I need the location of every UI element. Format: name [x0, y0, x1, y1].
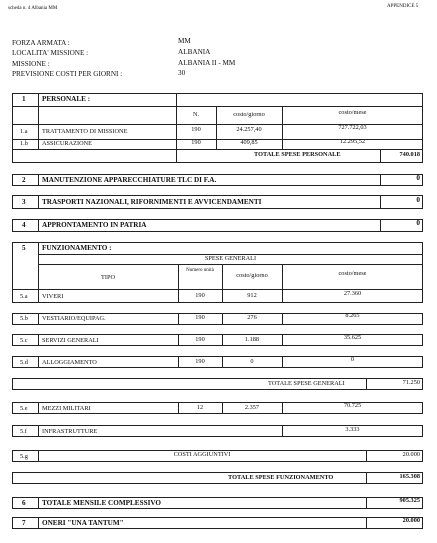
tot-sg-value: 71.250	[402, 379, 420, 386]
sec1-col-mese: costo/mese	[338, 109, 367, 116]
row-5d-mese: 0	[350, 356, 355, 363]
row-1b-mese: 12.295,52	[339, 138, 366, 145]
row-5b-id: 5.b	[20, 315, 28, 322]
info-value-giorni: 30	[178, 69, 186, 77]
row-5d-n: 190	[195, 358, 205, 365]
row-5f-id: 5.f	[20, 428, 27, 435]
row-5b-desc: VESTIARIO/EQUIPAG.	[42, 315, 106, 322]
scheda-label: scheda n. 4 Albania MM	[8, 6, 58, 11]
sec3-title: TRASPORTI NAZIONALI, RIFORNIMENTI E AVVICENDAMENTI	[42, 198, 262, 206]
row-5b-mese: 8.265	[345, 312, 360, 319]
sec5-total-box	[12, 472, 423, 484]
sec5-col-numero: Numero unità	[186, 268, 214, 273]
sec5-col-giorno: costo/giorno	[236, 272, 268, 279]
sec1-col-giorno: costo/giorno	[233, 111, 265, 118]
row-5a-mese: 27.360	[343, 290, 362, 297]
row-1b-desc: ASSICURAZIONE	[42, 140, 93, 147]
sec7-value: 20.000	[402, 517, 420, 524]
sec5-col-tipo: TIPO	[101, 274, 115, 281]
sec2-number: 2	[22, 176, 26, 184]
sec4-title: APPRONTAMENTO IN PATRIA	[42, 221, 147, 229]
row-5e-id: 5.e	[20, 405, 28, 412]
tot-sg-box	[12, 378, 423, 390]
sec1-title: PERSONALE :	[42, 95, 91, 103]
sec1-total-value: 740.018	[399, 151, 420, 158]
row-5d-id: 5.d	[20, 359, 28, 366]
sec6-title: TOTALE MENSILE COMPLESSIVO	[42, 499, 162, 507]
info-value-missione: ALBANIA II - MM	[178, 59, 236, 67]
row-1a-mese: 727.722,03	[338, 124, 367, 131]
sec2-title: MANUTENZIONE APPARECCHIATURE TLC DI F.A.	[42, 176, 217, 184]
sec2-value: 0	[416, 174, 420, 182]
row-1a-id: 1.a	[20, 128, 28, 135]
info-label-missione: MISSIONE :	[12, 60, 50, 68]
row-5f-desc: INFRASTRUTTURE	[42, 428, 98, 435]
info-value-localita: ALBANIA	[178, 48, 211, 56]
row-5a-giorno: 912	[247, 292, 257, 299]
row-5a-desc: VIVERI	[42, 293, 64, 300]
info-label-localita: LOCALITA' MISSIONE :	[12, 49, 89, 57]
appendice-label: APPENDICE 5	[387, 4, 419, 9]
sec1-col-n: N.	[192, 111, 200, 118]
row-1a-giorno: 24.257,40	[236, 126, 262, 133]
sec4-value: 0	[416, 219, 420, 227]
tot-sg-label: TOTALE SPESE GENERALI	[268, 380, 345, 387]
sec5-col-mese: costo/mese	[338, 270, 367, 277]
sec5-spese-generali: SPESE GENERALI	[204, 255, 257, 262]
sec1-total-label: TOTALE SPESE PERSONALE	[254, 151, 341, 158]
row-5c-mese: 35.625	[343, 334, 362, 341]
row-5g-id: 5.g	[20, 453, 28, 460]
info-label-forza: FORZA ARMATA :	[12, 39, 70, 47]
sec3-number: 3	[22, 198, 26, 206]
row-5e-n: 12	[196, 404, 204, 411]
sec3-value: 0	[416, 196, 420, 204]
row-1b-n: 190	[191, 139, 201, 146]
row-5a-n: 190	[195, 292, 205, 299]
sec5-title: FUNZIONAMENTO :	[42, 244, 112, 252]
row-5d-giorno: 0	[250, 358, 254, 365]
info-value-forza: MM	[178, 37, 191, 45]
row-5g-value: 20.000	[402, 451, 420, 458]
sec6-number: 6	[22, 499, 26, 507]
row-5a-id: 5.a	[20, 293, 28, 300]
row-5f-mese: 3.333	[345, 426, 360, 433]
sec4-number: 4	[22, 221, 26, 229]
row-5e-mese: 70.725	[343, 402, 362, 409]
sec1-number: 1	[22, 95, 26, 103]
row-5e-desc: MEZZI MILITARI	[42, 405, 91, 412]
row-5b-giorno: 276	[247, 314, 257, 321]
row-5c-id: 5.c	[20, 337, 28, 344]
row-5c-n: 190	[195, 336, 205, 343]
sec6-value: 905.325	[399, 497, 420, 504]
row-5e-giorno: 2.357	[244, 404, 260, 411]
sec5-number: 5	[22, 244, 26, 252]
sec7-title: ONERI "UNA TANTUM"	[42, 519, 124, 527]
sec5-total-value: 165.308	[399, 473, 420, 480]
sec7-number: 7	[22, 519, 26, 527]
row-1a-n: 190	[191, 126, 201, 133]
row-1b-giorno: 409,85	[240, 139, 258, 146]
row-1a-desc: TRATTAMENTO DI MISSIONE	[42, 128, 128, 135]
info-label-giorni: PREVISIONE COSTI PER GIORNI :	[12, 70, 123, 78]
row-5g-desc: COSTI AGGIUNTIVI	[173, 451, 231, 458]
row-5b-n: 190	[195, 314, 205, 321]
sec5-total-label: TOTALE SPESE FUNZIONAMENTO	[228, 474, 334, 481]
row-5c-desc: SERVIZI GENERALI	[42, 337, 99, 344]
row-1b-id: 1.b	[20, 140, 28, 147]
row-5c-giorno: 1.188	[244, 336, 260, 343]
row-5d-desc: ALLOGGIAMENTO	[42, 359, 97, 366]
